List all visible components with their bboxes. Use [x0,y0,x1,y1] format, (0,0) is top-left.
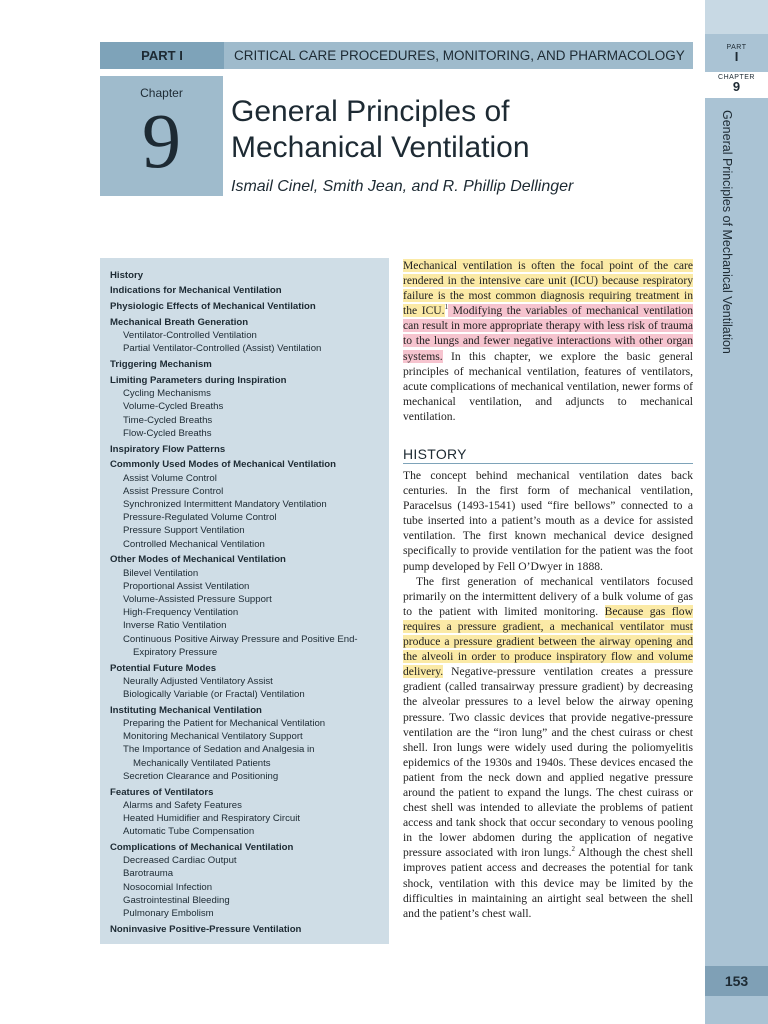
outline-subitem: Assist Pressure Control [123,485,224,497]
outline-heading: Potential Future Modes [110,662,217,674]
chapter-number: 9 [142,97,181,184]
outline-subitem: Controlled Mechanical Ventilation [123,538,265,550]
intro-text: In this chapter, we explore the basic general principles of mechanical ventilation, features of ventilators, acute complications of mechanical ventilation, newer forms of mechanical ventilation, and adjuncts to mechanical ventilation. [403,349,693,423]
outline-subitem: Assist Volume Control [123,472,217,484]
history-paragraph-2 [403,574,693,921]
intro-ref-1: 1 [444,303,449,312]
chapter-authors: Ismail Cinel, Smith Jean, and R. Phillip Dellinger [231,178,574,195]
outline-subitem: Heated Humidifier and Respiratory Circuit [123,813,301,825]
chapter-title [231,94,691,166]
outline-subitem: Pulmonary Embolism [123,908,214,920]
side-tab-top [705,0,768,34]
history-p2-start: The first generation of mechanical ventilators focused primarily on the intermittent delivery of a bulk volume of gas to the patient with limited monitoring. [403,574,693,618]
outline-subitem: Alarms and Safety Features [123,799,242,811]
section-heading-rule [403,463,693,464]
outline-subitem: Neurally Adjusted Ventilatory Assist [123,675,273,687]
history-highlight-yellow: Because gas flow requires a pressure gradient, a mechanical ventilator must produce a pressure gradient between the airway opening and the alveoli in order to produce inspiratory flow and volume delivery. [403,604,693,679]
outline-subitem: Automatic Tube Compensation [123,826,255,838]
intro-paragraph [403,258,693,424]
outline-heading: Noninvasive Positive-Pressure Ventilation [110,923,302,935]
outline-subitem: Biologically Variable (or Fractal) Ventilation [123,689,305,701]
outline-subitem: The Importance of Sedation and Analgesia in [123,744,315,756]
outline-subitem: Pressure-Regulated Volume Control [123,512,277,524]
outline-subitem: Time-Cycled Breaths [123,414,213,426]
chapter-title-line-2: Mechanical Ventilation [231,131,530,164]
outline-subitem: High-Frequency Ventilation [123,607,239,619]
outline-subitem: Barotrauma [123,868,174,880]
outline-heading: Indications for Mechanical Ventilation [110,285,282,297]
outline-heading: Commonly Used Modes of Mechanical Ventilation [110,459,337,471]
outline-heading: Limiting Parameters during Inspiration [110,374,287,386]
outline-subitem: Decreased Cardiac Output [123,855,237,867]
outline-subitem: Continuous Positive Airway Pressure and Positive End- [123,633,358,645]
section-heading-history: HISTORY [403,446,467,462]
outline-subitem: Inverse Ratio Ventilation [123,620,227,632]
history-paragraph-1: The concept behind mechanical ventilation dates back centuries. In the first form of mechanical ventilation, Paracelsus (1493-1541) used “fire bellows” connected to a tube inserted into a patient’s mouth as a device for assisted ventilation. The first known mechanical device designed specifically to provide ventilation for the patient was the foot pump developed by Fell O’Dwyer in 1888. [403,469,693,573]
outline-subitem: Gastrointestinal Bleeding [123,894,230,906]
outline-subitem: Cycling Mechanisms [123,388,211,400]
outline-subitem: Pressure Support Ventilation [123,525,245,537]
history-body [403,468,693,921]
history-ref-2: 2 [571,845,576,854]
outline-heading: History [110,269,144,281]
outline-heading: Triggering Mechanism [110,359,212,371]
intro-highlight-yellow: Mechanical ventilation is often the focal point of the care rendered in the intensive care unit (ICU) because respiratory failure is the most common diagnosis requiring treatment in the ICU. [403,259,693,318]
side-part-tab [705,42,768,68]
running-head-part: PART I [100,42,224,69]
intro-highlight-pink: Modifying the variables of mechanical ventilation can result in more appropriate therapy with less risk of trauma to the lungs and fewer negative interactions with other organ systems. [403,304,693,363]
outline-heading: Mechanical Breath Generation [110,316,249,328]
outline-heading: Complications of Mechanical Ventilation [110,842,294,854]
outline-subitem: Monitoring Mechanical Ventilatory Support [123,731,303,743]
outline-subitem: Proportional Assist Ventilation [123,580,250,592]
outline-heading: Inspiratory Flow Patterns [110,443,226,455]
outline-heading: Other Modes of Mechanical Ventilation [110,554,286,566]
outline-subitem: Nosocomial Infection [123,881,213,893]
outline-subitem: Volume-Cycled Breaths [123,401,224,413]
outline-subitem: Secretion Clearance and Positioning [123,770,279,782]
outline-heading: Physiologic Effects of Mechanical Ventilation [110,301,316,313]
chapter-label: Chapter [140,86,183,100]
side-chapter-number: 9 [732,79,741,94]
outline-subitem: Partial Ventilator-Controlled (Assist) Ventilation [123,343,322,355]
outline-subitem: Preparing the Patient for Mechanical Ventilation [123,718,326,730]
side-vertical-title: General Principles of Mechanical Ventilation [720,110,734,354]
outline-heading: Instituting Mechanical Ventilation [110,704,262,716]
side-chapter-tab [705,72,768,98]
page-number: 153 [724,973,749,989]
outline-subitem: Synchronized Intermittent Mandatory Ventilation [123,499,327,510]
side-chapter-label: CHAPTER [718,74,755,81]
side-part-number: I [734,49,739,64]
chapter-outline-list [110,266,385,936]
outline-subitem: Bilevel Ventilation [123,567,199,579]
outline-heading: Features of Ventilators [110,786,214,798]
side-part-label: PART [726,44,747,51]
history-p2-end: Although the chest shell improves patient access and decreases the potential for tank shock, ventilation with this device may be limited by the difficulties in maintaining an airtight seal between the shell and the patient’s chest wall. [403,846,693,920]
running-head-title: CRITICAL CARE PROCEDURES, MONITORING, AND PHARMACOLOGY [234,48,685,63]
chapter-title-line-1: General Principles of [231,95,510,128]
outline-subitem: Expiratory Pressure [133,646,218,658]
outline-subitem: Flow-Cycled Breaths [123,427,212,439]
outline-subitem: Ventilator-Controlled Ventilation [123,330,257,342]
outline-subitem: Mechanically Ventilated Patients [133,757,271,769]
history-p2-text: Negative-pressure ventilation creates a pressure gradient (called transairway pressure gradient) by decreasing the alveolar pressures to a level below the airway opening pressure. Two classic devices that provide negative-pressure ventilation are the “iron lung” and the chest cuirass or chest shell. Iron lungs were widely used during the poliomyelitis epidemics of the 1930s and 1940s. These devices encased the patient from the neck down and applied negative pressure around the patient to expand the lungs. The chest cuirass or chest shell was intended to alleviate the problems of patient access and tank shock that occur secondary to venous pooling in the lower abdomen during the application of negative pressure associated with iron lungs. [403,665,693,860]
outline-subitem: Volume-Assisted Pressure Support [123,594,272,606]
